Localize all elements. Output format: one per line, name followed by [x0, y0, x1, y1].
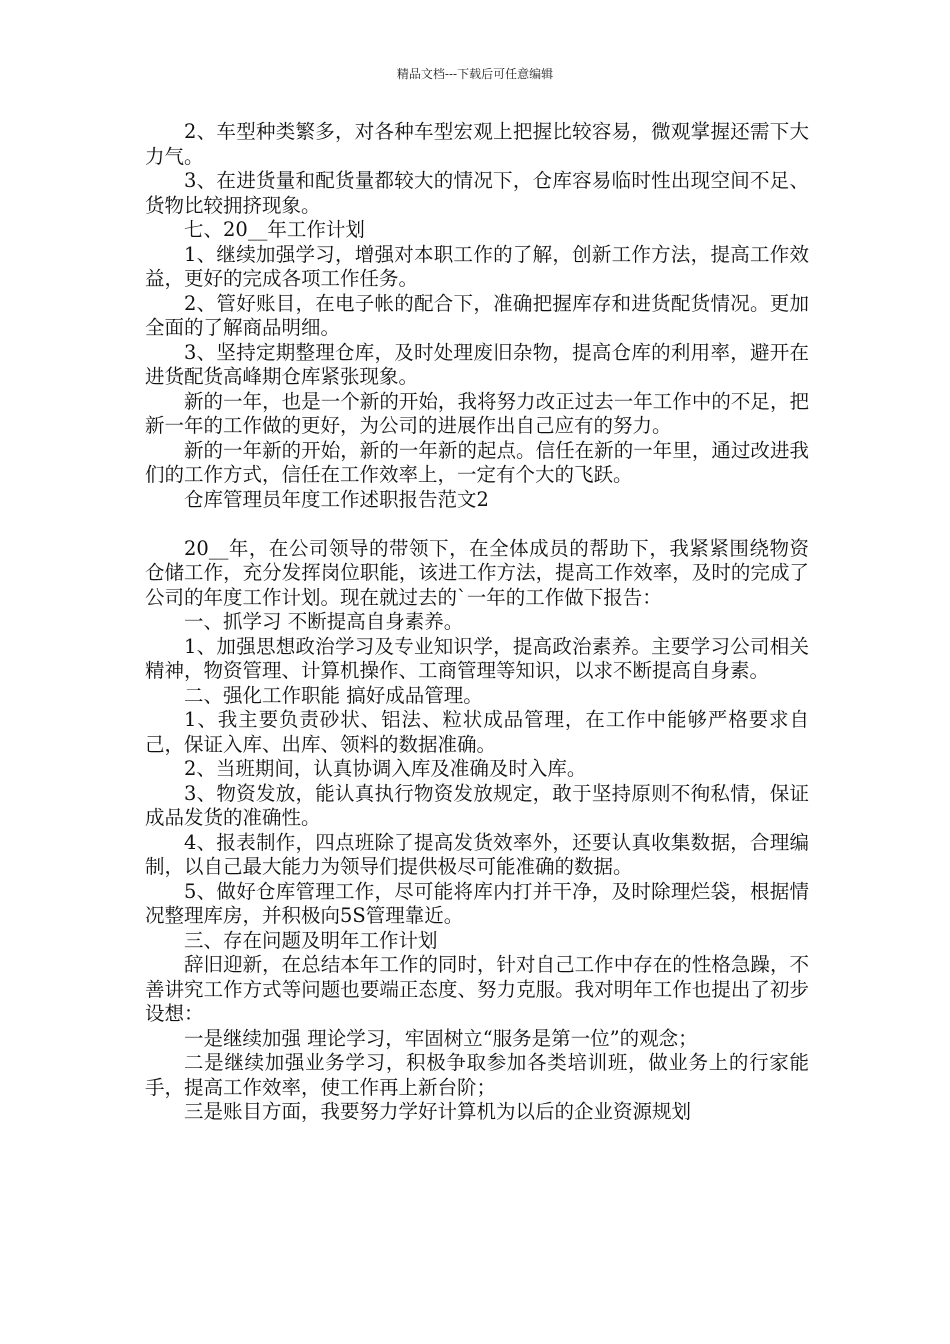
paragraph: 2、当班期间，认真协调入库及准确及时入库。: [184, 757, 587, 780]
paragraph: 4、报表制作，四点班除了提高发货效率外，还要认真收集数据，合理编制，以自己最大能力为领导们提供极尽可能准确的数据。: [145, 830, 809, 878]
document-body: [145, 120, 809, 1125]
paragraph: 20__年，在公司领导的带领下，在全体成员的帮助下，我紧紧围绕物资仓储工作，充分发挥岗位职能，该进工作方法，提高工作效率，及时的完成了公司的年度工作计划。现在就过去的`一年的工作做下报告：: [145, 536, 809, 609]
paragraph: 5、做好仓库管理工作，尽可能将库内打并干净，及时除理烂袋，根据情况整理库房，并积极向5S管理靠近。: [145, 879, 809, 927]
paragraph: 辞旧迎新，在总结本年工作的同时，针对自己工作中存在的性格急躁，不善讲究工作方式等问题也要端正态度、努力克服。我对明年工作也提出了初步设想：: [145, 953, 809, 1025]
paragraph: 3、物资发放，能认真执行物资发放规定，敢于坚持原则不徇私情，保证成品发货的准确性。: [145, 781, 809, 829]
paragraph: 新的一年，也是一个新的开始，我将努力改正过去一年工作中的不足，把新一年的工作做的更好，为公司的进展作出自己应有的努力。: [145, 389, 809, 437]
paragraph: 二是继续加强业务学习，积极争取参加各类培训班，做业务上的行家能手，提高工作效率，使工作再上新台阶；: [145, 1051, 809, 1099]
section-heading: 三、存在问题及明年工作计划: [184, 928, 438, 952]
section-heading: 二、强化工作职能 搞好成品管理。: [184, 683, 483, 707]
paragraph: 3、坚持定期整理仓库，及时处理废旧杂物，提高仓库的利用率，避开在进货配货高峰期仓库紧张现象。: [145, 340, 809, 388]
section-heading: 七、20__年工作计划: [184, 218, 365, 241]
paragraph: 1、加强思想政治学习及专业知识学，提高政治素养。主要学习公司相关精神，物资管理、计算机操作、工商管理等知识，以求不断提高自身素。: [145, 634, 809, 682]
paragraph: 一是继续加强 理论学习，牢固树立“服务是第一位”的观念；: [184, 1026, 698, 1050]
paragraph: 3、在进货量和配货量都较大的情况下，仓库容易临时性出现空间不足、货物比较拥挤现象。: [145, 169, 809, 217]
page-header: 精品文档---下载后可任意编辑: [396, 67, 554, 81]
paragraph: 1、继续加强学习，增强对本职工作的了解，创新工作方法，提高工作效益，更好的完成各项工作任务。: [145, 242, 809, 290]
paragraph: 三是账目方面，我要努力学好计算机为以后的企业资源规划: [184, 1100, 692, 1123]
section-heading: 一、抓学习 不断提高自身素养。: [184, 610, 464, 633]
blank-line: [145, 512, 809, 537]
paragraph: 1、我主要负责砂状、铝法、粒状成品管理，在工作中能够严格要求自己，保证入库、出库、领料的数据准确。: [145, 708, 809, 756]
paragraph: 2、车型种类繁多，对各种车型宏观上把握比较容易，微观掌握还需下大力气。: [145, 120, 809, 168]
paragraph: 新的一年新的开始，新的一年新的起点。信任在新的一年里，通过改进我们的工作方式，信任在工作效率上，一定有个大的飞跃。: [145, 438, 809, 486]
document-title: 仓库管理员年度工作述职报告范文2: [184, 487, 489, 511]
paragraph: 2、管好账目，在电子帐的配合下，准确把握库存和进货配货情况。更加全面的了解商品明细。: [145, 291, 809, 339]
